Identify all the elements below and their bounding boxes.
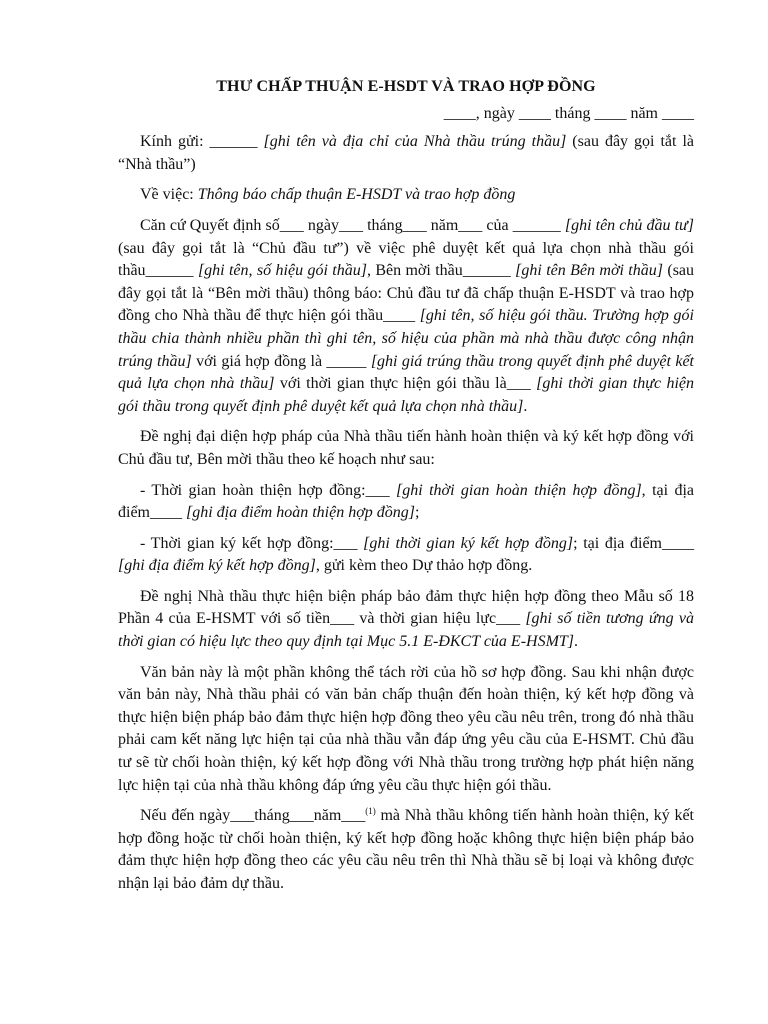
basis-placeholder-6: [ghi thời gian thực hiện gói thầu trong quyết định phê duyệt kết quả lựa chọn nhà thầu] <box>118 375 695 415</box>
basis-text-1: Căn cứ Quyết định số___ ngày___ tháng___ năm___ của ______ <box>140 216 565 234</box>
basis-placeholder-3: [ghi tên Bên mời thầu] <box>515 262 663 280</box>
basis-paragraph <box>118 215 694 418</box>
basis-placeholder-2: [ghi tên, số hiệu gói thầu] <box>197 262 367 280</box>
complete-text-3: ; <box>414 504 420 522</box>
subject-text: Thông báo chấp thuận E-HSDT và trao hợp đồng <box>197 186 516 204</box>
complete-placeholder-2: [ghi địa điểm hoàn thiện hợp đồng] <box>186 504 415 522</box>
request-paragraph: Đề nghị đại diện hợp pháp của Nhà thầu tiến hành hoàn thiện và ký kết hợp đồng với Chủ đầu tư, Bên mời thầu theo kế hoạch như sau: <box>118 428 694 468</box>
complete-text-2: , tại địa điểm____ <box>118 481 694 522</box>
basis-placeholder-5: [ghi giá trúng thầu trong quyết định phê duyệt kết quả lựa chọn nhà thầu] <box>118 352 694 393</box>
basis-text-2: (sau đây gọi tắt là “Chủ đầu tư”) về việc phê duyệt kết quả lựa chọn nhà thầu gói thầu______ <box>118 239 694 280</box>
deadline-text-1: Nếu đến ngày___tháng___năm___ <box>140 807 366 825</box>
guarantee-placeholder-1: [ghi số tiền tương ứng và thời gian có hiệu lực theo quy định tại Mục 5.1 E-ĐKCT của E-HSMT] <box>118 610 694 651</box>
item-complete-contract <box>118 480 694 525</box>
basis-text-7: . <box>523 397 528 415</box>
date-line: ____, ngày ____ tháng ____ năm ____ <box>443 104 694 122</box>
item-sign-contract <box>118 533 694 578</box>
deadline-text-2: mà Nhà thầu không tiến hành hoàn thiện, ký kết hợp đồng hoặc từ chối hoàn thiện, ký kết hợp đồng hoặc không thực hiện biện pháp bảo đảm thực hiện hợp đồng theo các yêu cầu nêu trên thì Nhà thầu sẽ bị loại và không được nhận lại bảo đảm dự thầu. <box>118 807 694 892</box>
basis-placeholder-1: [ghi tên chủ đầu tư] <box>564 216 695 234</box>
basis-placeholder-4: [ghi tên, số hiệu gói thầu. Trường hợp gói thầu chia thành nhiều phần thì ghi tên, số hiệu của phần mà nhà thầu được công nhận trúng thầu] <box>118 307 694 370</box>
sign-placeholder-1: [ghi thời gian ký kết hợp đồng] <box>363 534 574 552</box>
greeting-paragraph <box>118 131 694 176</box>
subject-paragraph <box>118 184 694 207</box>
complete-text-1: - Thời gian hoàn thiện hợp đồng:___ <box>140 481 397 499</box>
guarantee-paragraph <box>118 586 694 654</box>
integral-paragraph: Văn bản này là một phần không thể tách rời của hồ sơ hợp đồng. Sau khi nhận được văn bản này, Nhà thầu phải có văn bản chấp thuận đến hoàn thiện, ký kết hợp đồng và thực hiện biện pháp bảo đảm thực hiện hợp đồng theo yêu cầu nêu trên, trong đó nhà thầu phải cam kết năng lực hiện tại của nhà thầu vẫn đáp ứng yêu cầu của E-HSMT. Chủ đầu tư sẽ từ chối hoàn thiện, ký kết hợp đồng với Nhà thầu trong trường hợp phát hiện năng lực hiện tại của nhà thầu không đáp ứng yêu cầu thực hiện gói thầu. <box>118 663 694 794</box>
basis-text-4: (sau đây gọi tắt là “Bên mời thầu) thông báo: Chủ đầu tư đã chấp thuận E-HSDT và trao hợp đồng cho Nhà thầu để thực hiện gói thầu____ <box>118 262 695 325</box>
greeting-placeholder: [ghi tên và địa chỉ của Nhà thầu trúng thầu] <box>263 133 567 151</box>
basis-text-3: , Bên mời thầu______ <box>366 262 516 280</box>
guarantee-text-2: . <box>574 633 579 651</box>
letter-page <box>118 68 694 904</box>
sign-text-3: , gửi kèm theo Dự thảo hợp đồng. <box>315 557 533 575</box>
subject-lead: Về việc: <box>140 186 198 204</box>
letter-title: THƯ CHẤP THUẬN E-HSDT VÀ TRAO HỢP ĐỒNG <box>216 78 596 95</box>
footnote-marker: (1) <box>365 806 376 817</box>
greeting-lead: Kính gửi: ______ <box>140 133 264 151</box>
sign-placeholder-2: [ghi địa điểm ký kết hợp đồng] <box>118 557 316 575</box>
basis-text-6: với thời gian thực hiện gói thầu là___ <box>274 375 537 393</box>
basis-text-5: với giá hợp đồng là _____ <box>191 352 371 370</box>
sign-text-2: ; tại địa điểm____ <box>573 534 694 552</box>
complete-placeholder-1: [ghi thời gian hoàn thiện hợp đồng] <box>396 481 642 499</box>
sign-text-1: - Thời gian ký kết hợp đồng:___ <box>140 534 364 552</box>
guarantee-text-1: Đề nghị Nhà thầu thực hiện biện pháp bảo đảm thực hiện hợp đồng theo Mẫu số 18 Phần 4 của E-HSMT với số tiền___ và thời gian hiệu lực___ <box>118 587 694 628</box>
greeting-tail: (sau đây gọi tắt là “Nhà thầu”) <box>118 133 694 173</box>
deadline-paragraph <box>118 805 694 895</box>
